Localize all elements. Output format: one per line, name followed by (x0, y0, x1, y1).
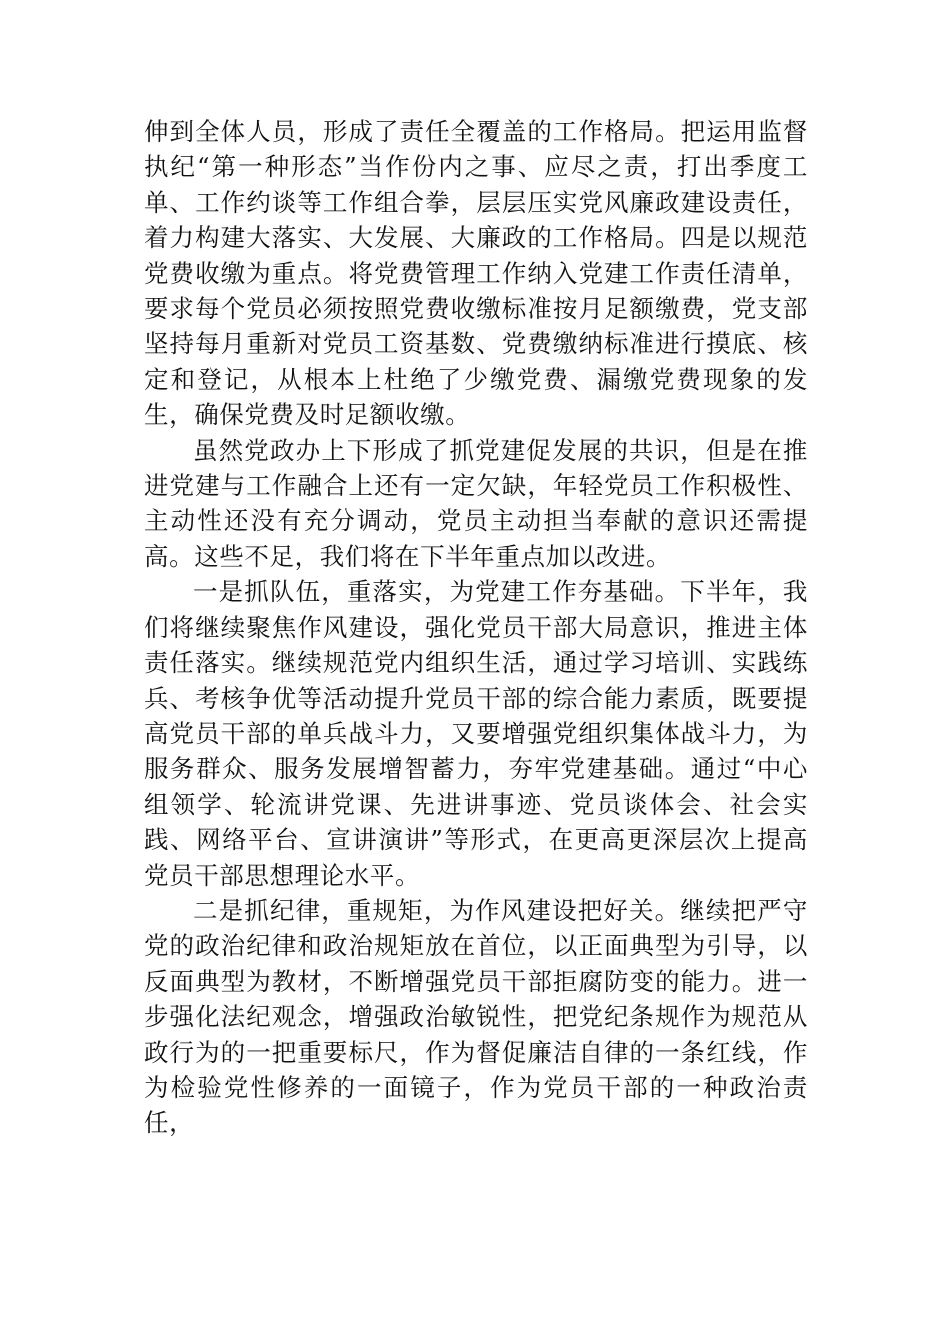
paragraph-shortcomings: 虽然党政办上下形成了抓党建促发展的共识，但是在推进党建与工作融合上还有一定欠缺，年轻党员工作积极性、主动性还没有充分调动，党员主动担当奉献的意识还需提高。这些不足，我们将在下半年重点加以改进。 (144, 435, 808, 571)
paragraph-discipline: 二是抓纪律，重规矩，为作风建设把好关。继续把严守党的政治纪律和政治规矩放在首位，以正面典型为引导，以反面典型为教材，不断增强党员干部拒腐防变的能力。进一步强化法纪观念，增强政治敏锐性，把党纪条规作为规范从政行为的一把重要标尺，作为督促廉洁自律的一条红线，作为检验党性修养的一面镜子，作为党员干部的一种政治责任， (144, 895, 808, 1138)
document-body (144, 114, 808, 1141)
paragraph-team-building: 一是抓队伍，重落实，为党建工作夯基础。下半年，我们将继续聚焦作风建设，强化党员干部大局意识，推进主体责任落实。继续规范党内组织生活，通过学习培训、实践练兵、考核争优等活动提升党员干部的综合能力素质，既要提高党员干部的单兵战斗力，又要增强党组织集体战斗力，为服务群众、服务发展增智蓄力，夯牢党建基础。通过“中心组领学、轮流讲党课、先进讲事迹、党员谈体会、社会实践、网络平台、宣讲演讲”等形式，在更高更深层次上提高党员干部思想理论水平。 (144, 577, 808, 890)
paragraph-continued: 伸到全体人员，形成了责任全覆盖的工作格局。把运用监督执纪“第一种形态”当作份内之事、应尽之责，打出季度工单、工作约谈等工作组合拳，层层压实党风廉政建设责任，着力构建大落实、大发展、大廉政的工作格局。四是以规范党费收缴为重点。将党费管理工作纳入党建工作责任清单，要求每个党员必须按照党费收缴标准按月足额缴费，党支部坚持每月重新对党员工资基数、党费缴纳标准进行摸底、核定和登记，从根本上杜绝了少缴党费、漏缴党费现象的发生，确保党费及时足额收缴。 (144, 117, 808, 430)
